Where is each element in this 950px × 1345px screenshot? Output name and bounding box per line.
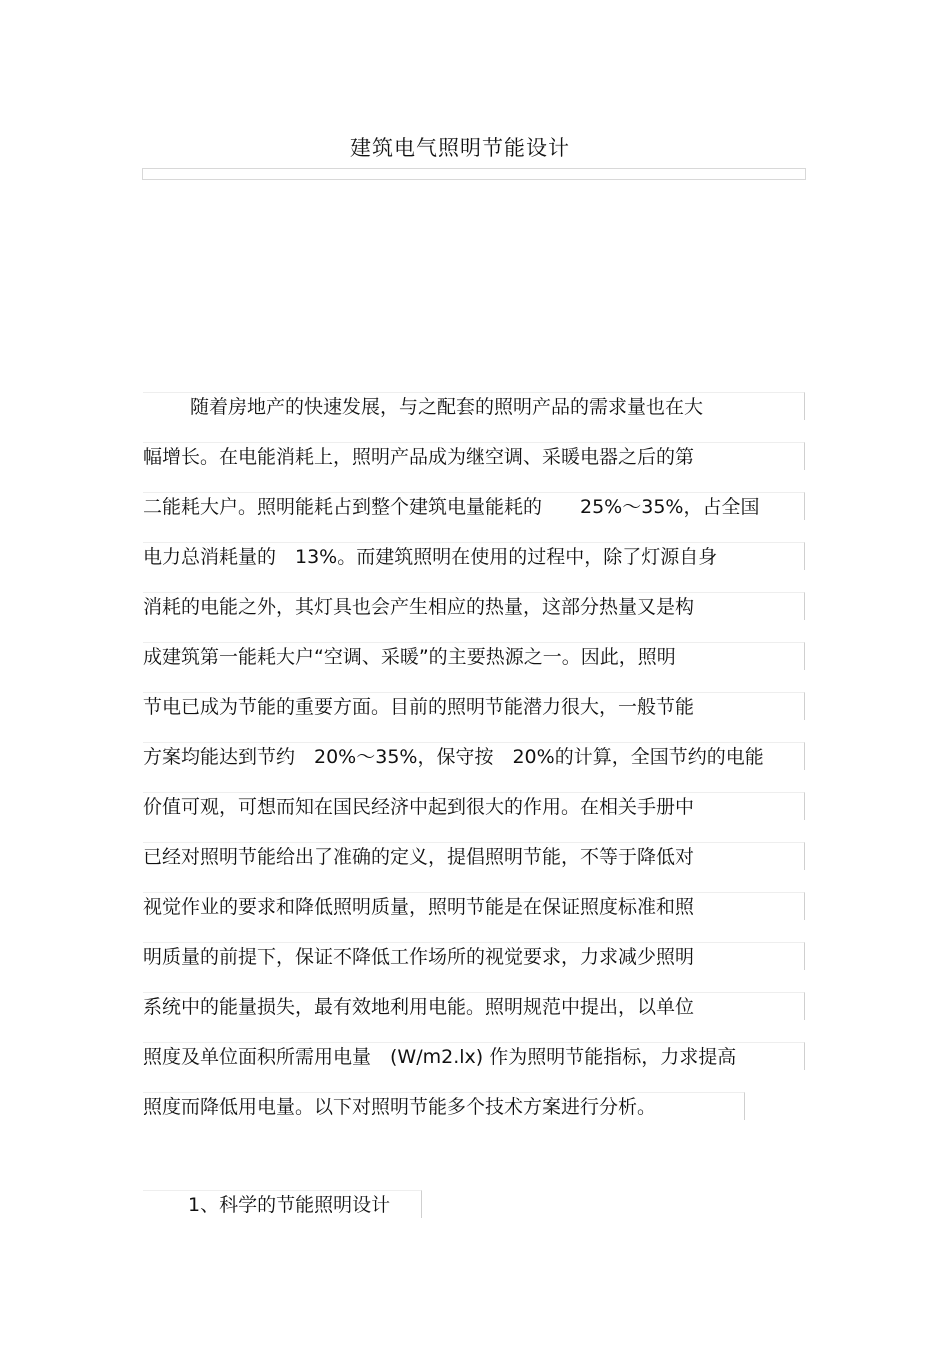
paragraph-line: 明质量的前提下，保证不降低工作场所的视觉要求，力求减少照明 <box>143 946 695 968</box>
paragraph-line: 成建筑第一能耗大户“空调、采暖”的主要热源之一。因此，照明 <box>143 646 676 668</box>
title-underline-box <box>142 168 806 180</box>
paragraph-line: 照度及单位面积所需用电量 (W/m2.lx) 作为照明节能指标，力求提高 <box>143 1046 737 1068</box>
paragraph-line: 照度而降低用电量。以下对照明节能多个技术方案进行分析。 <box>143 1096 657 1118</box>
paragraph-line: 已经对照明节能给出了准确的定义，提倡照明节能，不等于降低对 <box>143 846 695 868</box>
paragraph-line: 视觉作业的要求和降低照明质量，照明节能是在保证照度标准和照 <box>143 896 695 918</box>
paragraph-line: 价值可观，可想而知在国民经济中起到很大的作用。在相关手册中 <box>143 796 695 818</box>
paragraph-line: 消耗的电能之外，其灯具也会产生相应的热量，这部分热量又是构 <box>143 596 695 618</box>
paragraph-line: 系统中的能量损失，最有效地利用电能。照明规范中提出，以单位 <box>143 996 695 1018</box>
paragraph-line: 幅增长。在电能消耗上，照明产品成为继空调、采暖电器之后的第 <box>143 446 695 468</box>
paragraph-line: 电力总消耗量的 13%。而建筑照明在使用的过程中，除了灯源自身 <box>143 546 718 568</box>
section-heading: 1、科学的节能照明设计 <box>188 1194 391 1216</box>
paragraph-line: 方案均能达到节约 20%～35%，保守按 20%的计算，全国节约的电能 <box>143 746 764 768</box>
document-title: 建筑电气照明节能设计 <box>350 136 570 160</box>
paragraph-line: 随着房地产的快速发展，与之配套的照明产品的需求量也在大 <box>190 396 704 418</box>
paragraph-line: 二能耗大户。照明能耗占到整个建筑电量能耗的 25%～35%，占全国 <box>143 496 760 518</box>
paragraph-line: 节电已成为节能的重要方面。目前的照明节能潜力很大，一般节能 <box>143 696 695 718</box>
